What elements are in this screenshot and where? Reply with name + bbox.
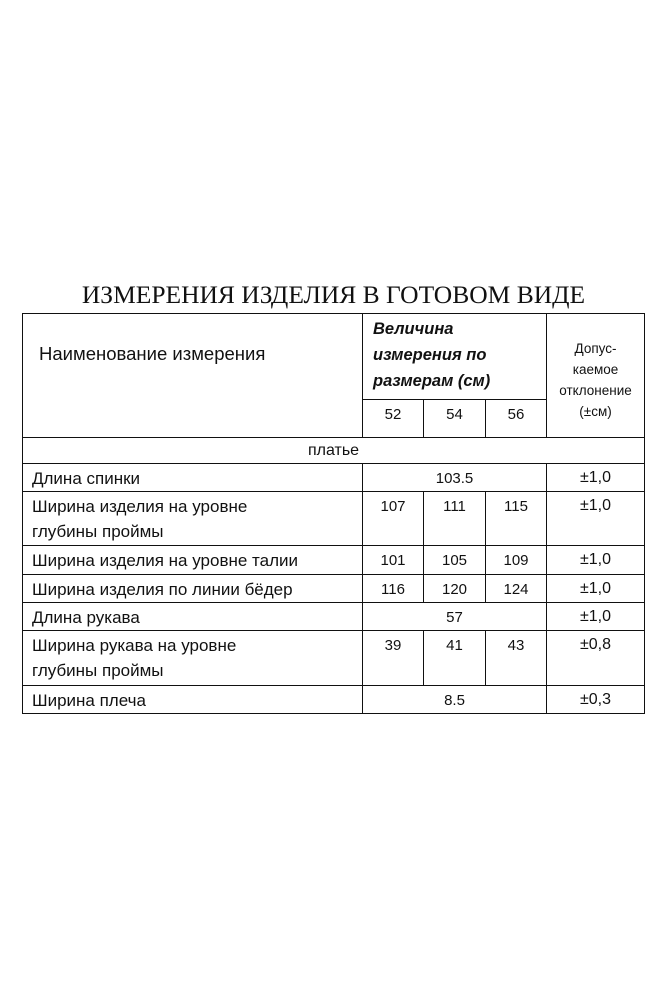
table-row <box>23 631 645 686</box>
measurement-value: 101 <box>363 546 424 575</box>
measurement-value: 41 <box>424 631 486 686</box>
section-label: платье <box>23 438 645 464</box>
header-row <box>23 314 645 400</box>
header-value-line: размерам (см) <box>373 372 491 390</box>
measurement-value: 43 <box>486 631 547 686</box>
tolerance-value: ±1,0 <box>547 492 645 546</box>
measurement-name <box>23 464 363 492</box>
measurement-value: 116 <box>363 575 424 603</box>
tolerance-value: ±1,0 <box>547 546 645 575</box>
measurement-value: 8.5 <box>363 686 547 714</box>
table-row <box>23 492 645 546</box>
measurement-name <box>23 575 363 603</box>
size-header-cell: 56 <box>486 400 547 438</box>
measurement-value: 103.5 <box>363 464 547 492</box>
measurement-value: 57 <box>363 603 547 631</box>
table-row <box>23 686 645 714</box>
name-line: Длина рукава <box>32 608 140 627</box>
name-line: глубины проймы <box>32 661 164 680</box>
table-row <box>23 603 645 631</box>
measurement-value: 105 <box>424 546 486 575</box>
header-measurement-value <box>363 314 547 400</box>
header-measurement-name: Наименование измерения <box>23 314 363 438</box>
tolerance-value: ±0,3 <box>547 686 645 714</box>
size-header-cell: 54 <box>424 400 486 438</box>
measurement-name <box>23 631 363 686</box>
name-line: Ширина рукава на уровне <box>32 636 237 655</box>
name-line: Ширина изделия на уровне талии <box>32 551 299 570</box>
measurement-value: 111 <box>424 492 486 546</box>
name-line: глубины проймы <box>32 522 164 541</box>
header-tol-line: Допус- <box>574 341 617 356</box>
header-value-line: измерения по <box>373 346 487 364</box>
header-tol-line: (±см) <box>579 404 612 419</box>
measurement-value: 107 <box>363 492 424 546</box>
measurements-table <box>22 313 645 714</box>
measurement-value: 124 <box>486 575 547 603</box>
measurement-value: 109 <box>486 546 547 575</box>
header-tol-line: отклонение <box>559 383 632 398</box>
measurement-name <box>23 603 363 631</box>
measurement-name <box>23 546 363 575</box>
measurement-name <box>23 686 363 714</box>
tolerance-value: ±0,8 <box>547 631 645 686</box>
size-header-cell: 52 <box>363 400 424 438</box>
header-tolerance <box>547 314 645 438</box>
measurement-name <box>23 492 363 546</box>
tolerance-value: ±1,0 <box>547 603 645 631</box>
tolerance-value: ±1,0 <box>547 464 645 492</box>
table-row <box>23 575 645 603</box>
page-title: ИЗМЕРЕНИЯ ИЗДЕЛИЯ В ГОТОВОМ ВИДЕ <box>81 280 586 309</box>
name-line: Ширина изделия на уровне <box>32 497 248 516</box>
name-line: Длина спинки <box>32 469 141 488</box>
tolerance-value: ±1,0 <box>547 575 645 603</box>
header-value-line: Величина <box>373 320 454 338</box>
measurement-value: 120 <box>424 575 486 603</box>
section-row <box>23 438 645 464</box>
name-line: Ширина изделия по линии бёдер <box>32 580 293 599</box>
header-tol-line: каемое <box>572 362 619 377</box>
table-row <box>23 464 645 492</box>
table-row <box>23 546 645 575</box>
name-line: Ширина плеча <box>32 691 146 710</box>
measurement-value: 39 <box>363 631 424 686</box>
measurement-value: 115 <box>486 492 547 546</box>
